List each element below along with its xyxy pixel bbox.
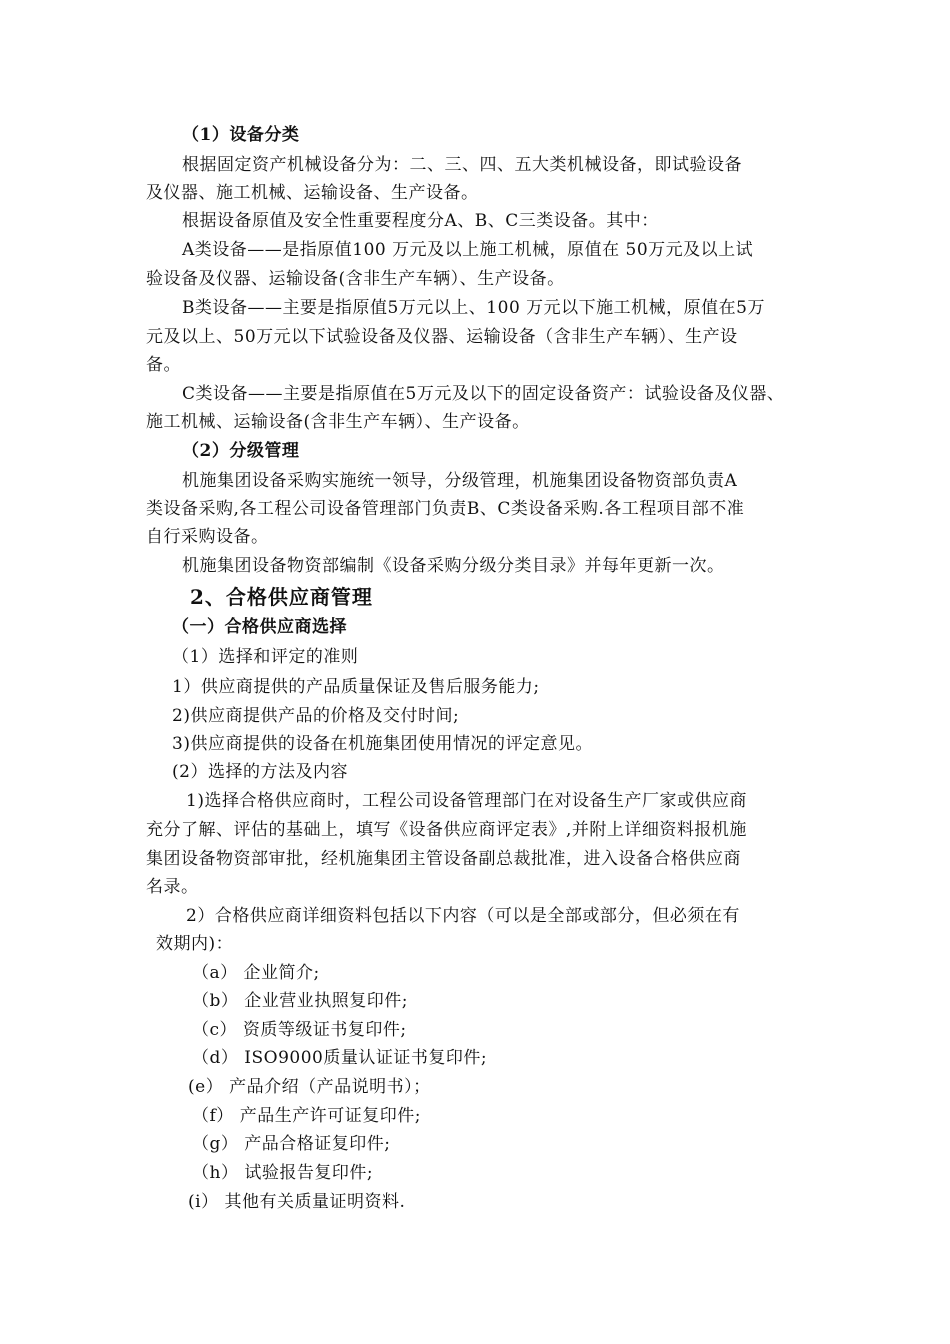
- paragraph-line: 2)供应商提供产品的价格及交付时间;: [172, 706, 460, 726]
- paragraph-line: 施工机械、运输设备(含非生产车辆）、生产设备。: [146, 412, 530, 432]
- paragraph-line: 及仪器、施工机械、运输设备、生产设备。: [146, 183, 479, 203]
- paragraph-line: (2）选择的方法及内容: [172, 762, 348, 782]
- paragraph-line: 元及以上、50万元以下试验设备及仪器、运输设备（含非生产车辆）、生产设: [146, 327, 738, 347]
- paragraph-line: A类设备——是指原值100 万元及以上施工机械，原值在 50万元及以上试: [182, 240, 754, 260]
- subsection-heading: （一）合格供应商选择: [172, 617, 347, 637]
- list-item: （g） 产品合格证复印件;: [192, 1134, 391, 1154]
- list-item: （f） 产品生产许可证复印件;: [192, 1106, 421, 1126]
- list-item: （b） 企业营业执照复印件;: [192, 991, 409, 1011]
- paragraph-line: 机施集团设备物资部编制《设备采购分级分类目录》并每年更新一次。: [182, 556, 725, 576]
- paragraph-line: 根据设备原值及安全性重要程度分A、B、C三类设备。其中：: [182, 211, 659, 231]
- paragraph-line: C类设备——主要是指原值在5万元及以下的固定设备资产：试验设备及仪器、: [182, 384, 785, 404]
- paragraph-line: 1）供应商提供的产品质量保证及售后服务能力;: [172, 677, 540, 697]
- paragraph-line: 集团设备物资部审批，经机施集团主管设备副总裁批准，进入设备合格供应商: [146, 849, 741, 869]
- paragraph-line: B类设备——主要是指原值5万元以上、100 万元以下施工机械，原值在5万: [182, 298, 765, 318]
- section-heading: （2）分级管理: [182, 441, 300, 461]
- paragraph-line: （1）选择和评定的准则: [172, 647, 359, 667]
- chapter-heading: 2、合格供应商管理: [190, 585, 373, 609]
- list-item: （d） ISO9000质量认证证书复印件;: [192, 1048, 488, 1068]
- paragraph-line: 根据固定资产机械设备分为：二、三、四、五大类机械设备，即试验设备: [182, 155, 742, 175]
- paragraph-line: 自行采购设备。: [146, 527, 269, 547]
- paragraph-line: 效期内)：: [156, 934, 234, 954]
- paragraph-line: 2）合格供应商详细资料包括以下内容（可以是全部或部分，但必须在有: [186, 906, 740, 926]
- list-item: (e） 产品介绍（产品说明书）；: [188, 1077, 431, 1097]
- paragraph-line: 名录。: [146, 877, 199, 897]
- list-item: （h） 试验报告复印件;: [192, 1163, 374, 1183]
- list-item: (i） 其他有关质量证明资料.: [188, 1192, 406, 1212]
- paragraph-line: 机施集团设备采购实施统一领导，分级管理，机施集团设备物资部负责A: [182, 471, 738, 491]
- paragraph-line: 1)选择合格供应商时，工程公司设备管理部门在对设备生产厂家或供应商: [186, 791, 747, 811]
- list-item: （c） 资质等级证书复印件;: [192, 1020, 407, 1040]
- paragraph-line: 验设备及仪器、运输设备(含非生产车辆）、生产设备。: [146, 269, 565, 289]
- paragraph-line: 3)供应商提供的设备在机施集团使用情况的评定意见。: [172, 734, 593, 754]
- paragraph-line: 类设备采购,各工程公司设备管理部门负责B、C类设备采购.各工程项目部不准: [146, 499, 745, 519]
- section-heading: （1）设备分类: [182, 125, 300, 145]
- list-item: （a） 企业简介;: [192, 963, 320, 983]
- paragraph-line: 备。: [146, 355, 181, 375]
- paragraph-line: 充分了解、评估的基础上，填写《设备供应商评定表》,并附上详细资料报机施: [146, 820, 747, 840]
